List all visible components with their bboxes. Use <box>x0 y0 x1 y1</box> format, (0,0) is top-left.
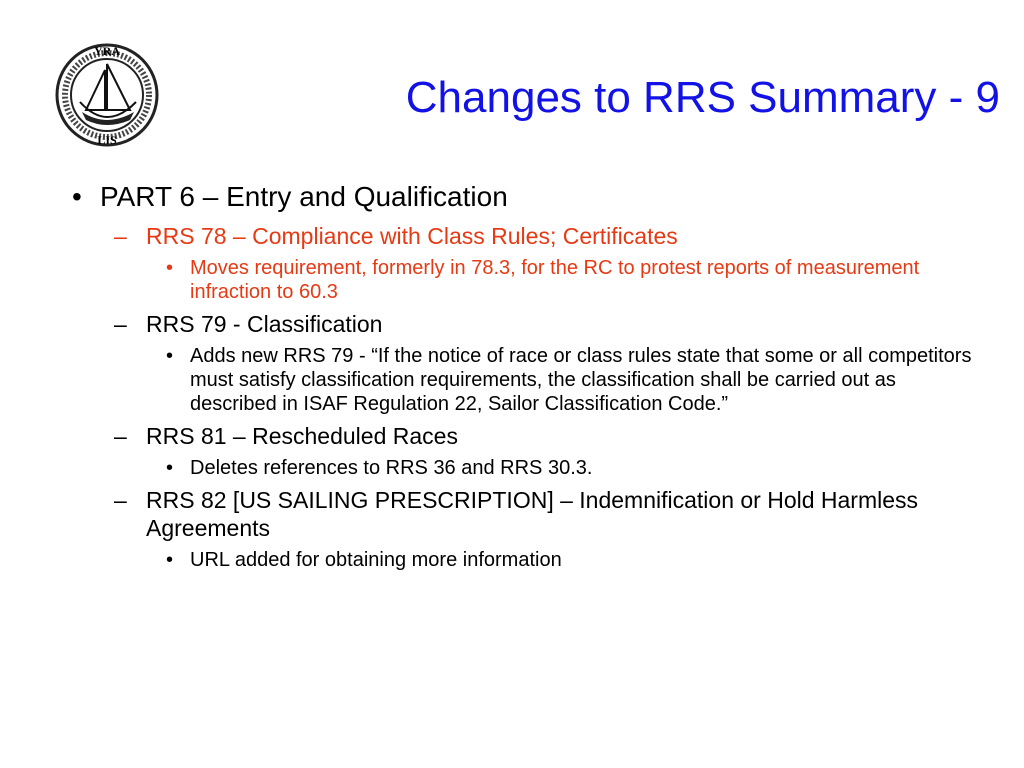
sub-bullet-text: RRS 79 - Classification <box>146 311 383 337</box>
detail-rrs82 <box>166 548 972 572</box>
yra-lis-logo <box>52 40 162 150</box>
bullet-part-6 <box>72 180 972 214</box>
detail-rrs81 <box>166 456 972 480</box>
detail-text: URL added for obtaining more information <box>190 549 562 571</box>
detail-text: Adds new RRS 79 - “If the notice of race or class rules state that some or all competitors must satisfy classification requirements, the classification shall be carried out as described in ISAF Regulation 22, Sailor Classification Code.” <box>190 345 972 415</box>
detail-text: Deletes references to RRS 36 and RRS 30.3. <box>190 457 593 479</box>
detail-rrs79 <box>166 344 972 416</box>
bullet-text: PART 6 – Entry and Qualification <box>100 181 508 212</box>
sub-bullet-text: RRS 81 – Rescheduled Races <box>146 423 458 449</box>
bullet-marker: • <box>166 457 174 479</box>
sub-bullet-rrs82 <box>114 486 972 542</box>
logo-top-text: YRA <box>94 44 120 58</box>
sub-bullet-rrs81 <box>114 422 972 450</box>
dash-marker: – <box>114 223 127 249</box>
detail-text: Moves requirement, formerly in 78.3, for the RC to protest reports of measurement infraction to 60.3 <box>190 257 920 303</box>
dash-marker: – <box>114 423 127 449</box>
sub-bullet-text: RRS 82 [US SAILING PRESCRIPTION] – Indemnification or Hold Harmless Agreements <box>146 487 919 541</box>
sub-bullet-rrs79 <box>114 310 972 338</box>
bullet-marker: • <box>166 549 174 571</box>
sub-bullet-rrs78 <box>114 222 972 250</box>
bullet-marker: • <box>166 257 174 279</box>
logo-bottom-text: LIS <box>97 133 117 147</box>
slide-title: Changes to RRS Summary - 9 <box>405 73 1000 122</box>
yra-lis-emblem-icon <box>52 40 162 150</box>
detail-rrs78 <box>166 256 972 304</box>
bullet-marker: • <box>72 181 82 212</box>
bullet-marker: • <box>166 345 174 367</box>
dash-marker: – <box>114 311 127 337</box>
sub-bullet-text: RRS 78 – Compliance with Class Rules; Certificates <box>146 223 678 249</box>
slide-content <box>72 180 972 572</box>
dash-marker: – <box>114 487 127 513</box>
